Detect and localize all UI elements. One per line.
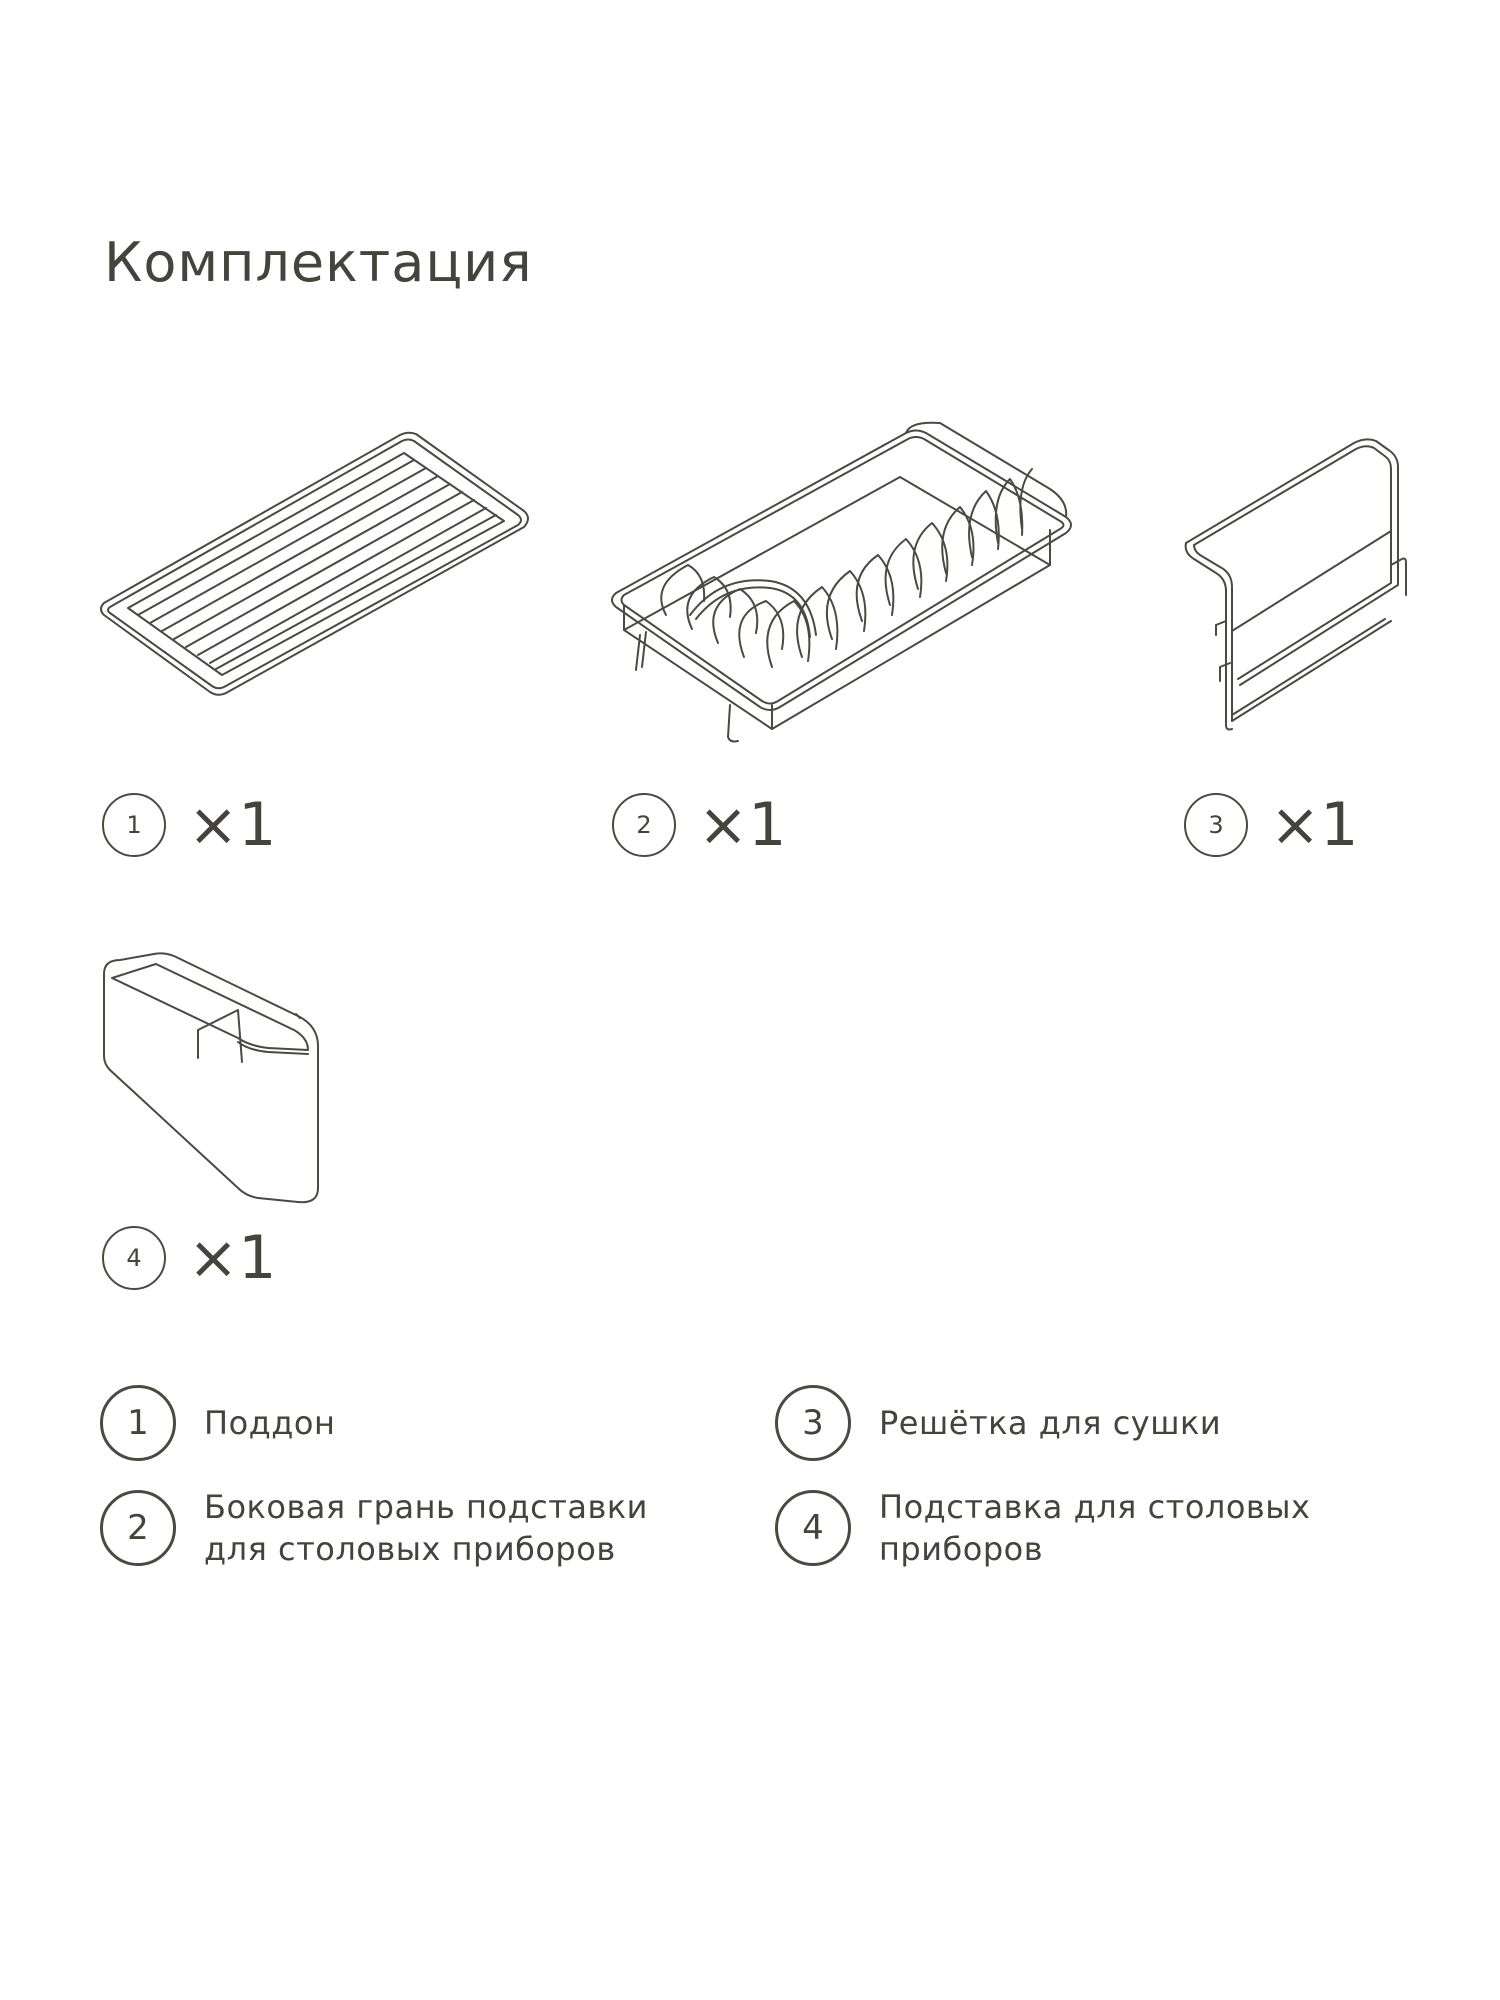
- legend-number-badge: 2: [100, 1490, 176, 1566]
- part-3-quantity-row: [1184, 790, 1359, 860]
- drip-tray-icon: [98, 425, 538, 705]
- part-quantity: ×1: [188, 1223, 277, 1293]
- legend-item-2: [100, 1486, 648, 1570]
- legend-label: [879, 1486, 1310, 1570]
- legend-label-line: Боковая грань подставки: [204, 1488, 648, 1526]
- legend-label: [204, 1402, 335, 1444]
- drip-tray-illustration: [98, 425, 538, 705]
- dish-rack-illustration: [610, 425, 1090, 745]
- part-4-quantity-row: [102, 1223, 277, 1293]
- dish-rack-icon: [610, 425, 1090, 745]
- part-number-badge: 4: [102, 1226, 166, 1290]
- legend-number-badge: 3: [775, 1385, 851, 1461]
- part-number-badge: 2: [612, 793, 676, 857]
- legend-label: [879, 1402, 1221, 1444]
- part-quantity: ×1: [188, 790, 277, 860]
- part-1-quantity-row: [102, 790, 277, 860]
- legend-item-4: [775, 1486, 1310, 1570]
- part-quantity: ×1: [698, 790, 787, 860]
- cutlery-holder-icon: [98, 950, 328, 1210]
- legend-label-line: Подставка для столовых: [879, 1488, 1311, 1526]
- legend-item-3: [775, 1385, 1221, 1461]
- legend-label-line: Поддон: [204, 1404, 336, 1442]
- legend-number-badge: 4: [775, 1490, 851, 1566]
- legend-label-line: Решётка для сушки: [879, 1404, 1222, 1442]
- drying-rack-frame-illustration: [1180, 435, 1410, 735]
- part-2-quantity-row: [612, 790, 787, 860]
- legend-label-line: для столовых приборов: [204, 1530, 616, 1568]
- part-number-badge: 1: [102, 793, 166, 857]
- part-quantity: ×1: [1270, 790, 1359, 860]
- legend-label: [204, 1486, 648, 1570]
- drying-rack-frame-icon: [1180, 435, 1410, 735]
- cutlery-holder-illustration: [98, 950, 328, 1210]
- legend-label-line: приборов: [879, 1530, 1044, 1568]
- part-number-badge: 3: [1184, 793, 1248, 857]
- page-title: Комплектация: [104, 231, 533, 294]
- legend-number-badge: 1: [100, 1385, 176, 1461]
- legend-item-1: [100, 1385, 335, 1461]
